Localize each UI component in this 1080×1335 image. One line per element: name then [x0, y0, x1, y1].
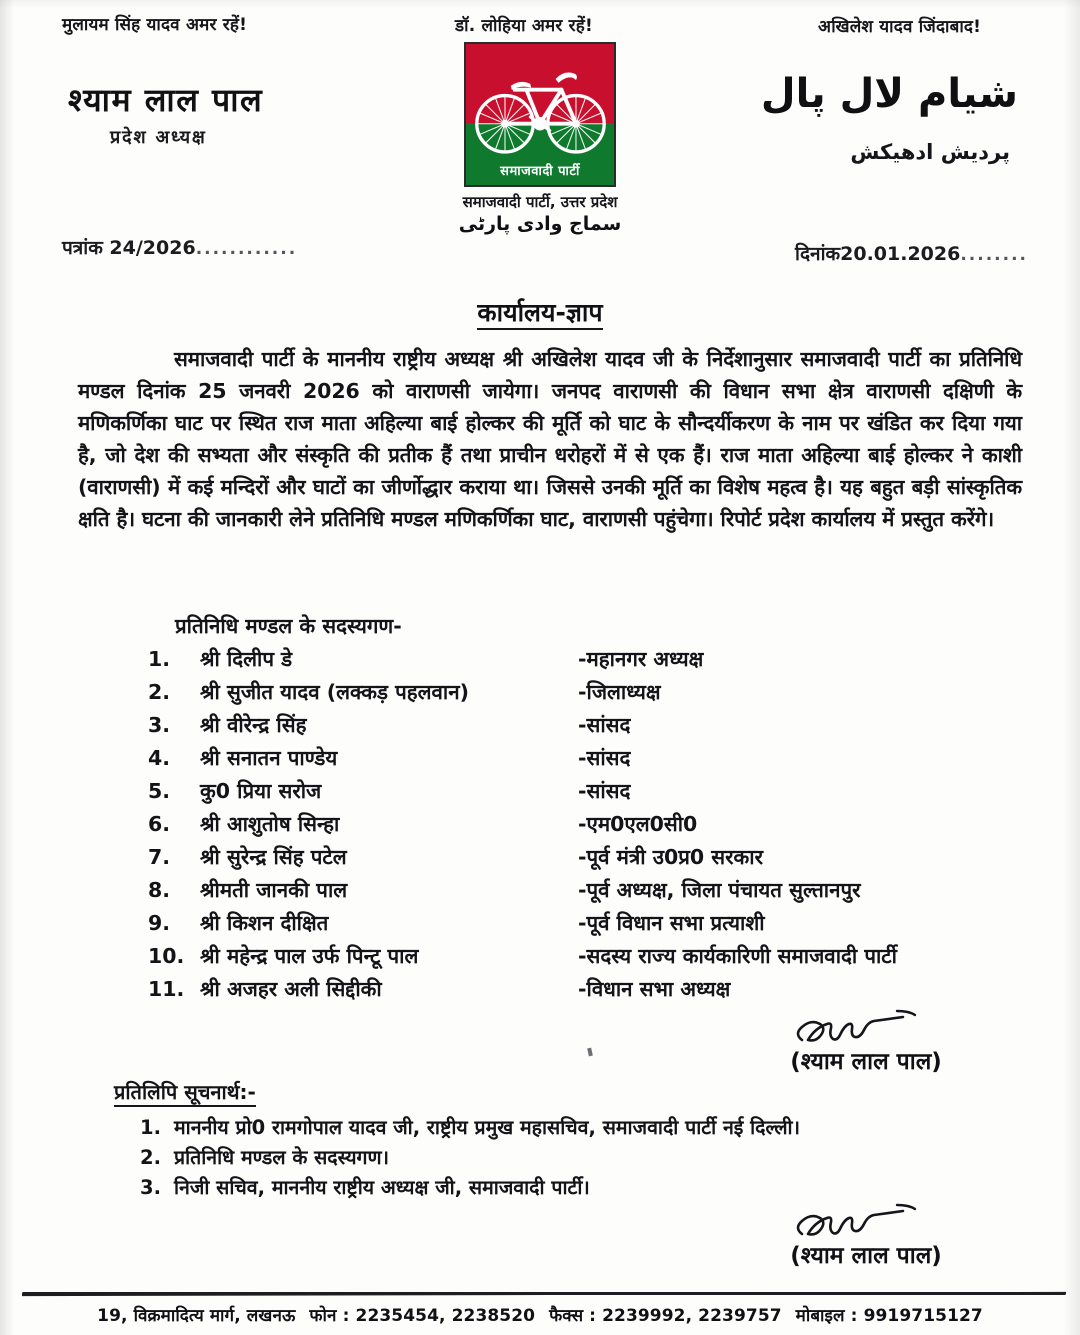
- member-number: 11.: [148, 977, 185, 1001]
- copy-to-number: 3.: [140, 1176, 161, 1199]
- member-role: -पूर्व मंत्री उ0प्र0 सरकार: [578, 845, 763, 869]
- slogan-left: मुलायम सिंह यादव अमर रहें!: [62, 15, 248, 35]
- memo-title-text: कार्यालय-ज्ञाप: [477, 298, 602, 330]
- slogan-right: अखिलेश यादव जिंदाबाद!: [818, 17, 982, 37]
- member-number: 3.: [148, 713, 171, 737]
- footer-phone-label: फोन :: [309, 1306, 356, 1326]
- member-name: श्री वीरेन्द्र सिंह: [200, 713, 307, 737]
- member-name: श्री आशुतोष सिन्हा: [200, 812, 340, 836]
- member-role: -सांसद: [578, 779, 631, 803]
- table-row: [148, 942, 1038, 975]
- member-role: -पूर्व अध्यक्ष, जिला पंचायत सुल्तानपुर: [578, 878, 861, 902]
- copy-to-list: [140, 1113, 1020, 1203]
- reference-value: 24/2026: [109, 237, 196, 259]
- member-role: -सांसद: [578, 746, 631, 770]
- member-name: श्री अजहर अली सिद्दीकी: [200, 977, 382, 1001]
- members-list: [148, 645, 1038, 1008]
- member-number: 9.: [148, 911, 171, 935]
- table-row: [148, 876, 1038, 909]
- copy-to-number: 2.: [140, 1146, 161, 1169]
- officer-name-urdu: شیام لال پال: [760, 71, 1018, 117]
- signatory-name: (श्याम लाल पाल): [790, 1243, 942, 1269]
- member-number: 2.: [148, 680, 171, 704]
- date-field: [795, 240, 1028, 266]
- table-row: [148, 909, 1038, 942]
- copy-to-text: प्रतिनिधि मण्डल के सदस्यगण।: [174, 1146, 389, 1169]
- member-name: श्री सुजीत यादव (लक्कड़ पहलवान): [200, 680, 469, 704]
- copy-to-text: निजी सचिव, माननीय राष्ट्रीय अध्यक्ष जी, समाजवादी पार्टी।: [174, 1176, 590, 1199]
- copy-to-heading: [114, 1078, 256, 1105]
- table-row: [148, 810, 1038, 843]
- member-name: श्री दिलीप डे: [200, 647, 293, 671]
- table-row: [148, 777, 1038, 810]
- footer-mobile-value: 9919715127: [863, 1306, 983, 1326]
- reference-number-field: [62, 234, 297, 260]
- memo-body-part2: को वाराणसी जायेगा। जनपद वाराणसी की विधान सभा क्षेत्र वाराणसी दक्षिणी के मणिकर्णिका घाट पर स्थित राज माता अहिल्या बाई होल्कर की मूर्ति को घाट के सौन्दर्यीकरण के नाम पर खंडित कर दिया गया है, जो देश की सभ्यता और संस्कृति की प्रतीक हैं तथा प्राचीन धरोहरों में से एक हैं। राज माता अहिल्या बाई होल्कर ने काशी (वाराणसी) में कई मन्दिरों और घाटों का जीर्णोद्धार कराया था। जिससे उनकी मूर्ति का विशेष महत्व है। यह बहुत बड़ी सांस्कृतिक क्षति है। घटना की जानकारी लेने प्रतिनिधि मण्डल मणिकर्णिका घाट, वाराणसी पहुंचेगा। रिपोर्ट प्रदेश कार्यालय में प्रस्तुत करेंगे।: [78, 379, 1023, 531]
- emblem-word-label: समाजवादी पार्टी: [500, 164, 580, 179]
- member-role: -महानगर अध्यक्ष: [578, 647, 704, 671]
- party-caption-hindi: समाजवादी पार्टी, उत्तर प्रदेश: [462, 193, 618, 211]
- table-row: [148, 678, 1038, 711]
- date-value: 20.01.2026: [840, 243, 961, 265]
- reference-label: पत्रांक: [62, 237, 103, 259]
- table-row: [148, 711, 1038, 744]
- samajwadi-party-emblem: [464, 42, 616, 187]
- member-role: -एम0एल0सी0: [578, 812, 698, 836]
- table-row: [148, 843, 1038, 876]
- footer-fax-label: फैक्स :: [549, 1306, 603, 1326]
- signatory-name: (श्याम लाल पाल): [790, 1049, 942, 1075]
- table-row: [148, 645, 1038, 678]
- member-name: श्री किशन दीक्षित: [200, 911, 329, 935]
- party-caption-urdu: سماج وادی پارٹی: [458, 213, 622, 235]
- member-role: -जिलाध्यक्ष: [578, 680, 661, 704]
- copy-to-text: माननीय प्रो0 रामगोपाल यादव जी, राष्ट्रीय प्रमुख महासचिव, समाजवादी पार्टी नई दिल्ली।: [174, 1116, 800, 1139]
- officer-name-hindi: श्याम लाल पाल: [68, 81, 264, 119]
- memo-body-part1: समाजवादी पार्टी के माननीय राष्ट्रीय अध्यक्ष श्री अखिलेश यादव जी के निर्देशानुसार समाजवादी पार्टी का प्रतिनिधि मण्डल: [78, 347, 1022, 403]
- table-row: [148, 744, 1038, 777]
- member-number: 6.: [148, 812, 171, 836]
- member-number: 8.: [148, 878, 171, 902]
- member-role: -सांसद: [578, 713, 631, 737]
- member-name: श्री महेन्द्र पाल उर्फ पिन्टू पाल: [200, 944, 419, 968]
- member-role: -पूर्व विधान सभा प्रत्याशी: [578, 911, 765, 935]
- footer-divider: [22, 1292, 1066, 1295]
- signature-block-primary: [716, 1004, 1016, 1076]
- member-number: 1.: [148, 647, 171, 671]
- officer-title-urdu: پردیش ادھیکش: [850, 140, 1010, 164]
- member-name: श्री सनातन पाण्डेय: [200, 746, 338, 770]
- scan-artifact-speck: [587, 1048, 593, 1057]
- slogan-center: डॉ. लोहिया अमर रहें!: [455, 16, 593, 36]
- footer-phone-value: 2235454, 2238520: [355, 1306, 536, 1326]
- list-item: [140, 1113, 1020, 1143]
- member-role: -विधान सभा अध्यक्ष: [578, 977, 731, 1001]
- members-heading: प्रतिनिधि मण्डल के सदस्यगण-: [175, 614, 402, 638]
- officer-title-hindi: प्रदेश अध्यक्ष: [110, 127, 207, 148]
- date-dotted-line: ........: [960, 245, 1028, 265]
- footer-address: 19, विक्रमादित्य मार्ग, लखनऊ: [97, 1306, 296, 1326]
- member-name: कु0 प्रिया सरोज: [200, 779, 322, 803]
- list-item: [140, 1143, 1020, 1173]
- member-number: 5.: [148, 779, 171, 803]
- member-role: -सदस्य राज्य कार्यकारिणी समाजवादी पार्टी: [578, 944, 897, 968]
- party-logo-block: [410, 42, 670, 235]
- memo-body-highlight-date: दिनांक 25 जनवरी 2026: [137, 379, 360, 403]
- footer-fax-value: 2239992, 2239757: [602, 1306, 782, 1326]
- copy-to-number: 1.: [140, 1116, 161, 1139]
- signature-block-secondary: [716, 1198, 1016, 1270]
- member-number: 10.: [148, 944, 185, 968]
- date-label: दिनांक: [795, 243, 841, 265]
- member-name: श्रीमती जानकी पाल: [200, 878, 348, 902]
- member-number: 4.: [148, 746, 171, 770]
- copy-to-heading-text: प्रतिलिपि सूचनार्थ:-: [114, 1080, 256, 1107]
- memo-body: [78, 343, 1022, 535]
- footer-contact-line: [0, 1303, 1080, 1326]
- reference-dotted-line: ............: [195, 239, 298, 259]
- member-name: श्री सुरेन्द्र सिंह पटेल: [200, 845, 347, 869]
- footer-mobile-label: मोबाइल :: [795, 1306, 864, 1326]
- member-number: 7.: [148, 845, 171, 869]
- memo-title: [0, 295, 1080, 329]
